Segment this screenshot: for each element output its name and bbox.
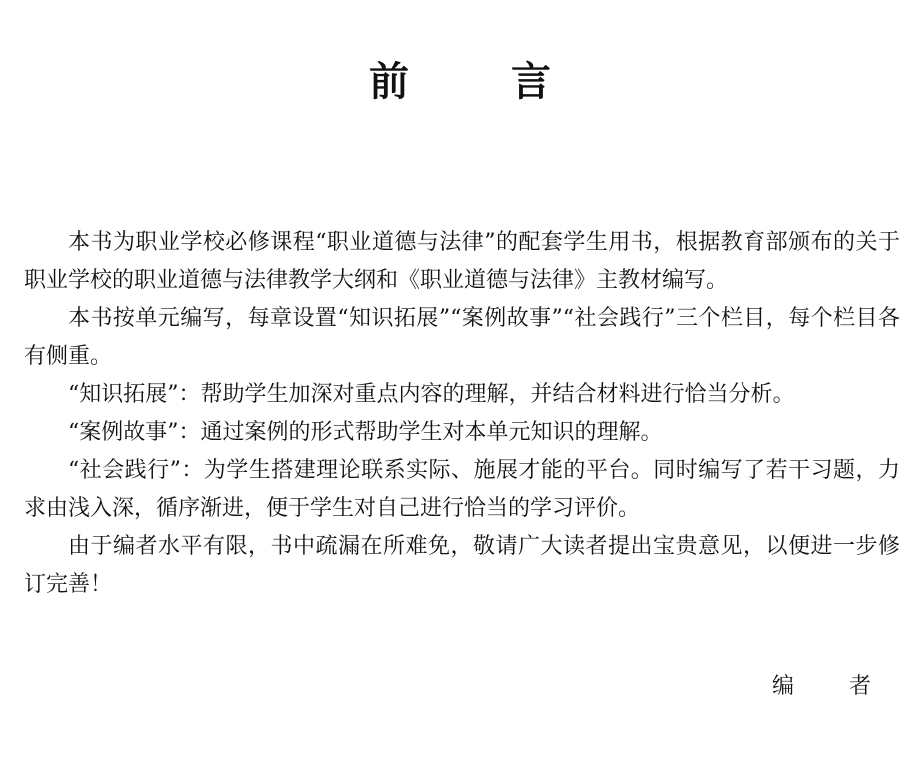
paragraph-structure: 本书按单元编写，每章设置“知识拓展”“案例故事”“社会践行”三个栏目，每个栏目各有侧重。 — [24, 306, 900, 369]
signature: 编 者 — [772, 674, 895, 699]
paragraph-social-practice: “社会践行”：为学生搭建理论联系实际、施展才能的平台。同时编写了若干习题，力求由浅入深，循序渐进，便于学生对自己进行恰当的学习评价。 — [24, 458, 900, 521]
paragraph-intro: 本书为职业学校必修课程“职业道德与法律”的配套学生用书，根据教育部颁布的关于职业学校的职业道德与法律教学大纲和《职业道德与法律》主教材编写。 — [24, 230, 900, 293]
paragraph-closing: 由于编者水平有限，书中疏漏在所难免，敬请广大读者提出宝贵意见，以便进一步修订完善！ — [24, 534, 900, 597]
paragraph-knowledge-expansion: “知识拓展”：帮助学生加深对重点内容的理解，并结合材料进行恰当分析。 — [68, 382, 795, 407]
page-title: 前 言 — [369, 59, 595, 105]
preface-body — [24, 224, 900, 604]
paragraph-case-stories: “案例故事”：通过案例的形式帮助学生对本单元知识的理解。 — [68, 420, 663, 445]
